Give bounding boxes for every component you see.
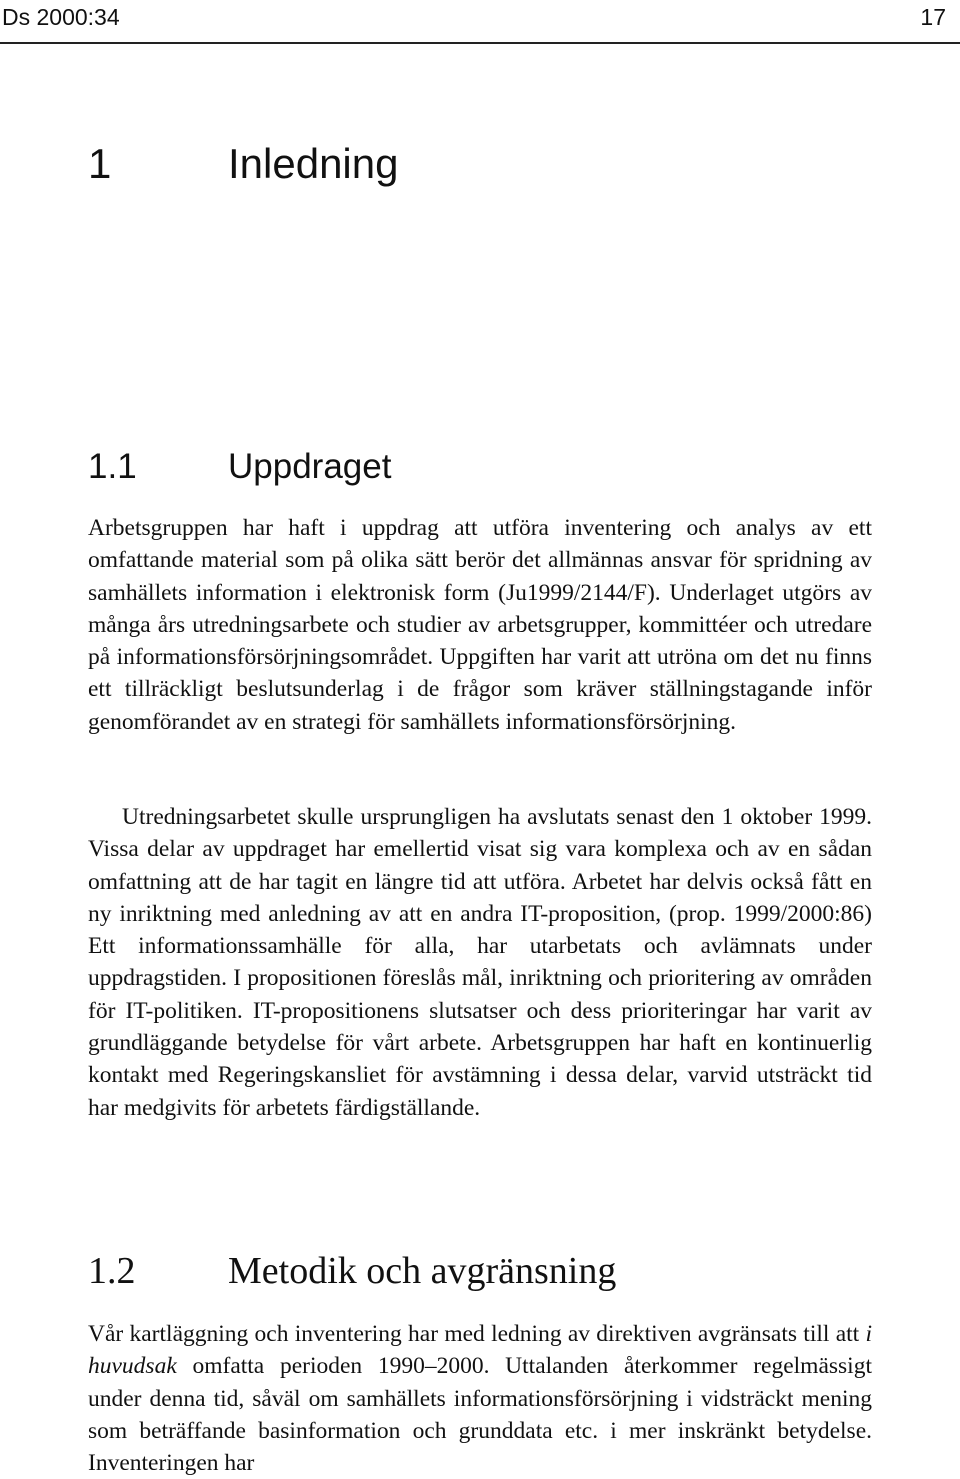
section-title: Uppdraget bbox=[228, 447, 392, 486]
paragraph-uppdraget-1: Arbetsgruppen har haft i uppdrag att utföra inventering och analys av ett omfattande material som på olika sätt berör det allmännas ansvar för spridning av samhällets information i elektronisk form (Ju1999/2144/F). Underlaget utgörs av många års utredningsarbete och studier av arbetsgrupper, kommittéer och utredare på informationsförsörjningsområdet. Uppgiften har varit att utröna om det nu finns ett tillräckligt beslutsunderlag i de frågor som kräver ställningstagande inför genomförandet av en strategi för samhällets informationsförsörjning. bbox=[88, 515, 872, 735]
chapter-number: 1 bbox=[88, 140, 112, 187]
paragraph-metodik bbox=[88, 1318, 872, 1479]
section-title: Metodik och avgränsning bbox=[228, 1250, 617, 1292]
page-header bbox=[0, 0, 960, 44]
emphasized-text: i huvudsak bbox=[88, 1321, 872, 1380]
header-rule bbox=[0, 42, 960, 44]
section-number: 1.1 bbox=[88, 447, 137, 486]
section-heading-uppdraget bbox=[88, 447, 391, 487]
paragraph-uppdraget-2: Utredningsarbetet skulle ursprungligen ha avslutats senast den 1 oktober 1999. Vissa delar av uppdraget har emellertid visat sig vara komplexa och av en sådan omfattning att de har tagit en längre tid att utföra. Arbetet har delvis också fått en ny inriktning med anledning av att en andra IT-proposition, (prop. 1999/2000:86) Ett informationssamhälle för alla, har utarbetats och avlämnats under uppdragstiden. I propositionen föreslås mål, inriktning och prioritering av områden för IT-politiken. IT-propositionens slutsatser och dess prioriteringar har varit av grundläggande betydelse för vårt arbete. Arbetsgruppen har haft en kontinuerlig kontakt med Regeringskansliet för avstämning i dessa delar, varvid utsträckt tid har medgivits för arbetets färdigställande. bbox=[88, 804, 872, 1121]
page-number: 17 bbox=[920, 4, 946, 30]
section-number: 1.2 bbox=[88, 1250, 136, 1292]
paragraph-text: omfatta perioden 1990–2000. Uttalanden återkommer regelmässigt under denna tid, såväl om samhällets informationsförsörjning i vidsträckt mening som beträffande basinformation och grunddata etc. i mer inskränkt betydelse. Inventeringen har bbox=[88, 1353, 872, 1477]
paragraph-text: Vår kartläggning och inventering har med ledning av direktiven avgränsats till att bbox=[88, 1321, 866, 1347]
chapter-title: Inledning bbox=[228, 140, 399, 187]
chapter-heading bbox=[88, 140, 398, 188]
section-heading-metodik bbox=[88, 1249, 616, 1293]
document-id: Ds 2000:34 bbox=[2, 4, 120, 30]
